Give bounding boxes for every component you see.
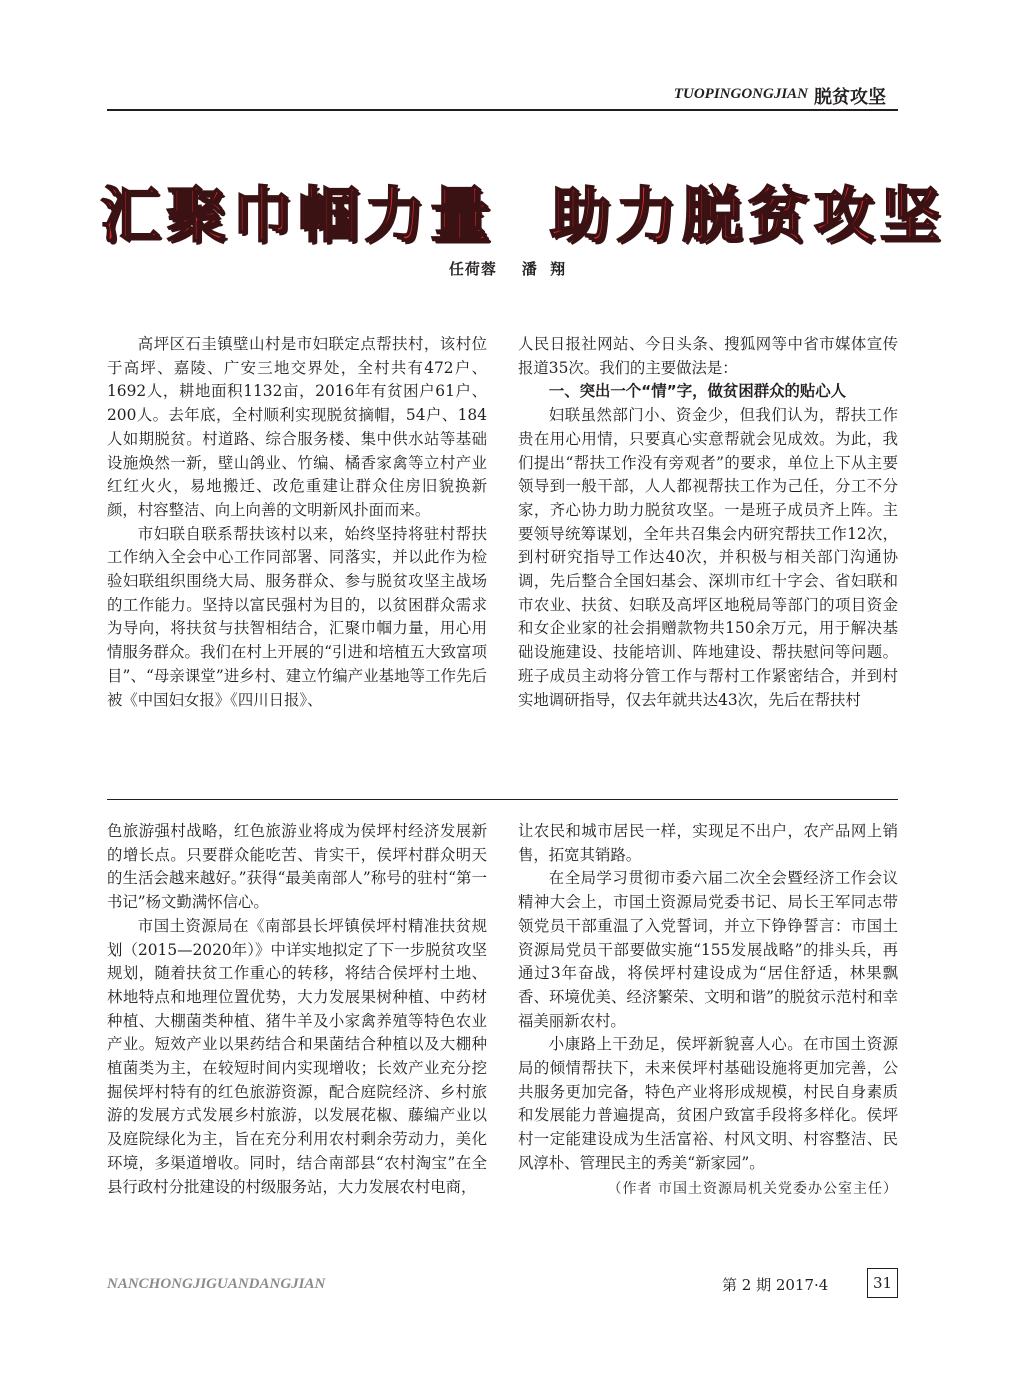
header-rule (107, 109, 898, 111)
article-title: 汇聚巾帼力量 助力脱贫攻坚 (100, 181, 946, 251)
paragraph-continued: 人民日报社网站、今日头条、搜狐网等中省市媒体宣传报道35次。我们的主要做法是： (518, 335, 898, 377)
paragraph-continued: 让农民和城市居民一样，实现足不出户，农产品网上销售，拓宽其销路。 (518, 822, 898, 864)
bottom-right-column (518, 820, 898, 1201)
paragraph: 在全局学习贯彻市委六届二次全会暨经济工作会议精神大会上，市国土资源局党委书记、局长王军同志带领党员干部重温了入党誓词，并立下铮铮誓言：市国土资源局党员干部要做实施“155发展战略”的排头兵，再通过3年奋战，将侯坪村建设成为“居住舒适，林果飘香、环境优美、经济繁荣、文明和谐”的脱贫示范村和幸福美丽新农村。 (518, 869, 898, 1030)
paragraph: 妇联虽然部门小、资金少，但我们认为，帮扶工作贵在用心用情，只要真心实意帮就会见成效。为此，我们提出“帮扶工作没有旁观者”的要求，单位上下从主要领导到一般干部，人人都视帮扶工作为己任，分工不分家，齐心协力助力脱贫攻坚。一是班子成员齐上阵。主要领导统筹谋划，全年共召集会内研究帮扶工作12次，到村研究指导工作达40次，并积极与相关部门沟通协调，先后整合全国妇基会、深圳市红十字会、省妇联和市农业、扶贫、妇联及高坪区地税局等部门的项目资金和女企业家的社会捐赠款物共150余万元，用于解决基础设施建设、技能培训、阵地建设、帮扶慰问等问题。班子成员主动将分管工作与帮村工作紧密结合，并到村实地调研指导，仅去年就共达43次，先后在帮扶村 (518, 406, 898, 709)
section-heading: 一、突出一个“情”字，做贫困群众的贴心人 (548, 382, 847, 401)
paragraph: 高坪区石圭镇壁山村是市妇联定点帮扶村，该村位于高坪、嘉陵、广安三地交界处，全村共有472户、1692人，耕地面积1132亩，2016年有贫困户61户、200人。去年底，全村顺利实现脱贫摘帽，54户、184人如期脱贫。村道路、综合服务楼、集中供水站等基础设施焕然一新，壁山鸽业、竹编、橘香家禽等立村产业红红火火，易地搬迁、改危重建让群众住房旧貌换新颜，村容整洁、向上向善的文明新风扑面而来。 (107, 335, 487, 519)
bottom-left-column (107, 820, 487, 1199)
paragraph: 市国土资源局在《南部县长坪镇侯坪村精准扶贫规划（2015—2020年）》中详实地拟定了下一步脱贫攻坚规划，随着扶贫工作重心的转移，将结合侯坪村土地、林地特点和地理位置优势，大力发展果树种植、中药材种植、大棚菌类种植、猪牛羊及小家禽养殖等特色农业产业。短效产业以果药结合和果菌结合种植以及大棚种植菌类为主，在较短时间内实现增收；长效产业充分挖掘侯坪村特有的红色旅游资源，配合庭院经济、乡村旅游的发展方式发展乡村旅游，以发展花椒、藤编产业以及庭院绿化为主，旨在充分利用农村剩余劳动力，美化环境，多渠道增收。同时，结合南部县“农村淘宝”在全县行政村分批建设的村级服务站，大力发展农村电商， (107, 916, 487, 1196)
page-number: 31 (867, 1268, 898, 1298)
paragraph-continued: 色旅游强村战略，红色旅游业将成为侯坪村经济发展新的增长点。只要群众能吃苦、肯实干，侯坪村群众明天的生活会越来越好。”获得“最美南部人”称号的驻村“第一书记”杨文勤满怀信心。 (107, 822, 487, 912)
top-left-column (107, 333, 487, 712)
paragraph: 小康路上干劲足，侯坪新貌喜人心。在市国土资源局的倾情帮扶下，未来侯坪村基础设施将更加完善，公共服务更加完备，特色产业将形成规模，村民自身素质和发展能力普遍提高，贫困户致富手段将多样化。侯坪村一定能建设成为生活富裕、村风文明、村容整洁、民风淳朴、管理民主的秀美“新家园”。 (518, 1035, 898, 1172)
footer-english: NANCHONGJIGUANDANGJIAN (107, 1276, 326, 1292)
top-right-column (518, 333, 898, 712)
header-section-title: 脱贫攻坚 (814, 87, 886, 108)
footer-issue: 第 2 期 2017·4 (722, 1276, 829, 1294)
section-divider (107, 799, 898, 800)
header-english: TUOPINGONGJIAN (673, 86, 808, 102)
article-authors: 任荷蓉 潘 翔 (448, 260, 567, 278)
author-byline: （作者 市国土资源局机关党委办公室主任） (607, 1180, 898, 1197)
paragraph: 市妇联自联系帮扶该村以来，始终坚持将驻村帮扶工作纳入全会中心工作同部署、同落实，并以此作为检验妇联组织围绕大局、服务群众、参与脱贫攻坚主战场的工作能力。坚持以富民强村为目的，以贫困群众需求为导向，将扶贫与扶智相结合，汇聚巾帼力量，用心用情服务群众。我们在村上开展的“引进和培植五大致富项目”、“母亲课堂”进乡村、建立竹编产业基地等工作先后被《中国妇女报》《四川日报》、 (107, 524, 487, 709)
